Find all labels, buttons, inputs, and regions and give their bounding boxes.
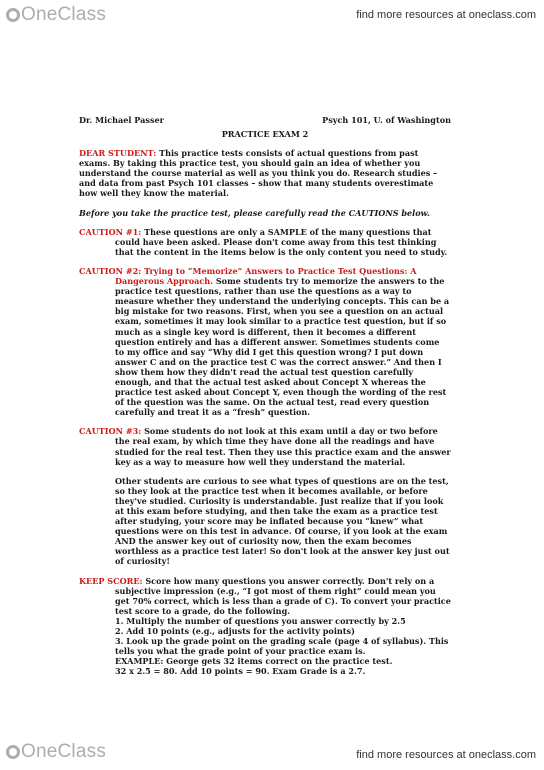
caution-3-text: Some students do not look at this exam until a day or two before the real exam, by which time they have done all the readings and have studied for the real test. Then they use this practice exam and the answer key as a way to measure how well they understand the material. — [115, 426, 451, 467]
site-header — [0, 0, 544, 30]
caution-1-label: CAUTION #1: — [79, 226, 142, 237]
intro-label: DEAR STUDENT: — [79, 148, 157, 159]
logo-text: OneClass — [21, 4, 107, 25]
bottom-resources-link[interactable]: find more resources at oneclass.com — [356, 749, 536, 761]
logo-text: OneClass — [21, 741, 107, 762]
document-header — [79, 115, 451, 127]
keep-score — [79, 576, 451, 677]
score-step: 2. Add 10 points (e.g., adjusts for the activity points) — [115, 626, 355, 637]
author-name: Dr. Michael Passer — [79, 115, 164, 125]
score-calculation: 32 x 2.5 = 80. Add 10 points = 90. Exam Grade is a 2.7. — [115, 666, 366, 677]
oneclass-logo[interactable] — [6, 4, 106, 26]
caution-2-text: Some students try to memorize the answers to the practice test questions, rather than use the questions as a way to measure whether they understand the underlying concepts. This can be a big mistake for two reasons. First, when you see a question on an actual exam, sometimes it may look similar to a practice test question, but if so much as a single key word is different, then it becomes a different question entirely and has a different answer. Sometimes students come to my office and say “Why did I get this question wrong? I put down answer C and on the practice test C was the correct answer.” And then I show them how they didn't read the actual test question carefully enough, and that the actual test asked about Concept X whereas the practice test asked about Concept Y, even though the wording of the rest of the question was the same. On the actual test, read every question carefully and treat it as a “fresh” question. — [115, 276, 450, 418]
caution-1-text: These questions are only a SAMPLE of the many questions that could have been asked. Please don't come away from this test thinking that the content in the items below is the only content you need to study. — [115, 226, 448, 257]
caution-3-text-2: Other students are curious to see what types of questions are on the test, so they look at the practice test when it becomes available, or before they've studied. Curiosity is understandable. Just realize that if you look at this exam before studying, and then take the exam as a practice test after studying, your score may be inflated because you “knew” what questions were on this test in advance. Of course, if you look at the exam AND the answer key out of curiosity now, then the exam becomes worthless as a practice test later! So don't look at the answer key just out of curiosity! — [115, 475, 450, 567]
intro-text: This practice tests consists of actual questions from past exams. By taking this practice test, you should gain an idea of whether you understand the course material as well as you think you do. Research studies – and data from past Psych 101 classes – show that many students overestimate how well they know the material. — [79, 148, 438, 199]
score-example: EXAMPLE: George gets 32 items correct on the practice test. — [115, 656, 393, 667]
score-step: 1. Multiply the number of questions you answer correctly by 2.5 — [115, 615, 406, 626]
logo-ring-icon — [6, 8, 20, 22]
top-resources-link[interactable]: find more resources at oneclass.com — [356, 9, 536, 21]
caution-2-label: CAUTION #2: Trying to “Memorize” Answers to Practice Test Questions: A Dangerous Approach. — [79, 265, 417, 287]
keep-score-label: KEEP SCORE: — [79, 575, 143, 586]
before-note: Before you take the practice test, please carefully read the CAUTIONS below. — [79, 207, 430, 218]
caution-2 — [79, 266, 451, 417]
page-title: PRACTICE EXAM 2 — [221, 129, 309, 139]
logo-ring-icon — [6, 745, 20, 759]
keep-score-text: Score how many questions you answer correctly. Don't rely on a subjective impression (e.g., “I got most of them right” could mean you get 70% correct, which is less than a grade of C). To convert your practice test score to a grade, do the following. — [115, 575, 451, 616]
exam-document — [79, 115, 451, 677]
caution-1 — [79, 227, 451, 257]
caution-3-label: CAUTION #3: — [79, 426, 142, 437]
intro-paragraph — [79, 148, 451, 198]
course-name: Psych 101, U. of Washington — [322, 115, 451, 125]
caution-3 — [79, 426, 451, 466]
score-step: 3. Look up the grade point on the grading scale (page 4 of syllabus). This tells you what the grade point of your practice exam is. — [115, 636, 449, 657]
oneclass-logo-footer[interactable] — [6, 741, 106, 763]
